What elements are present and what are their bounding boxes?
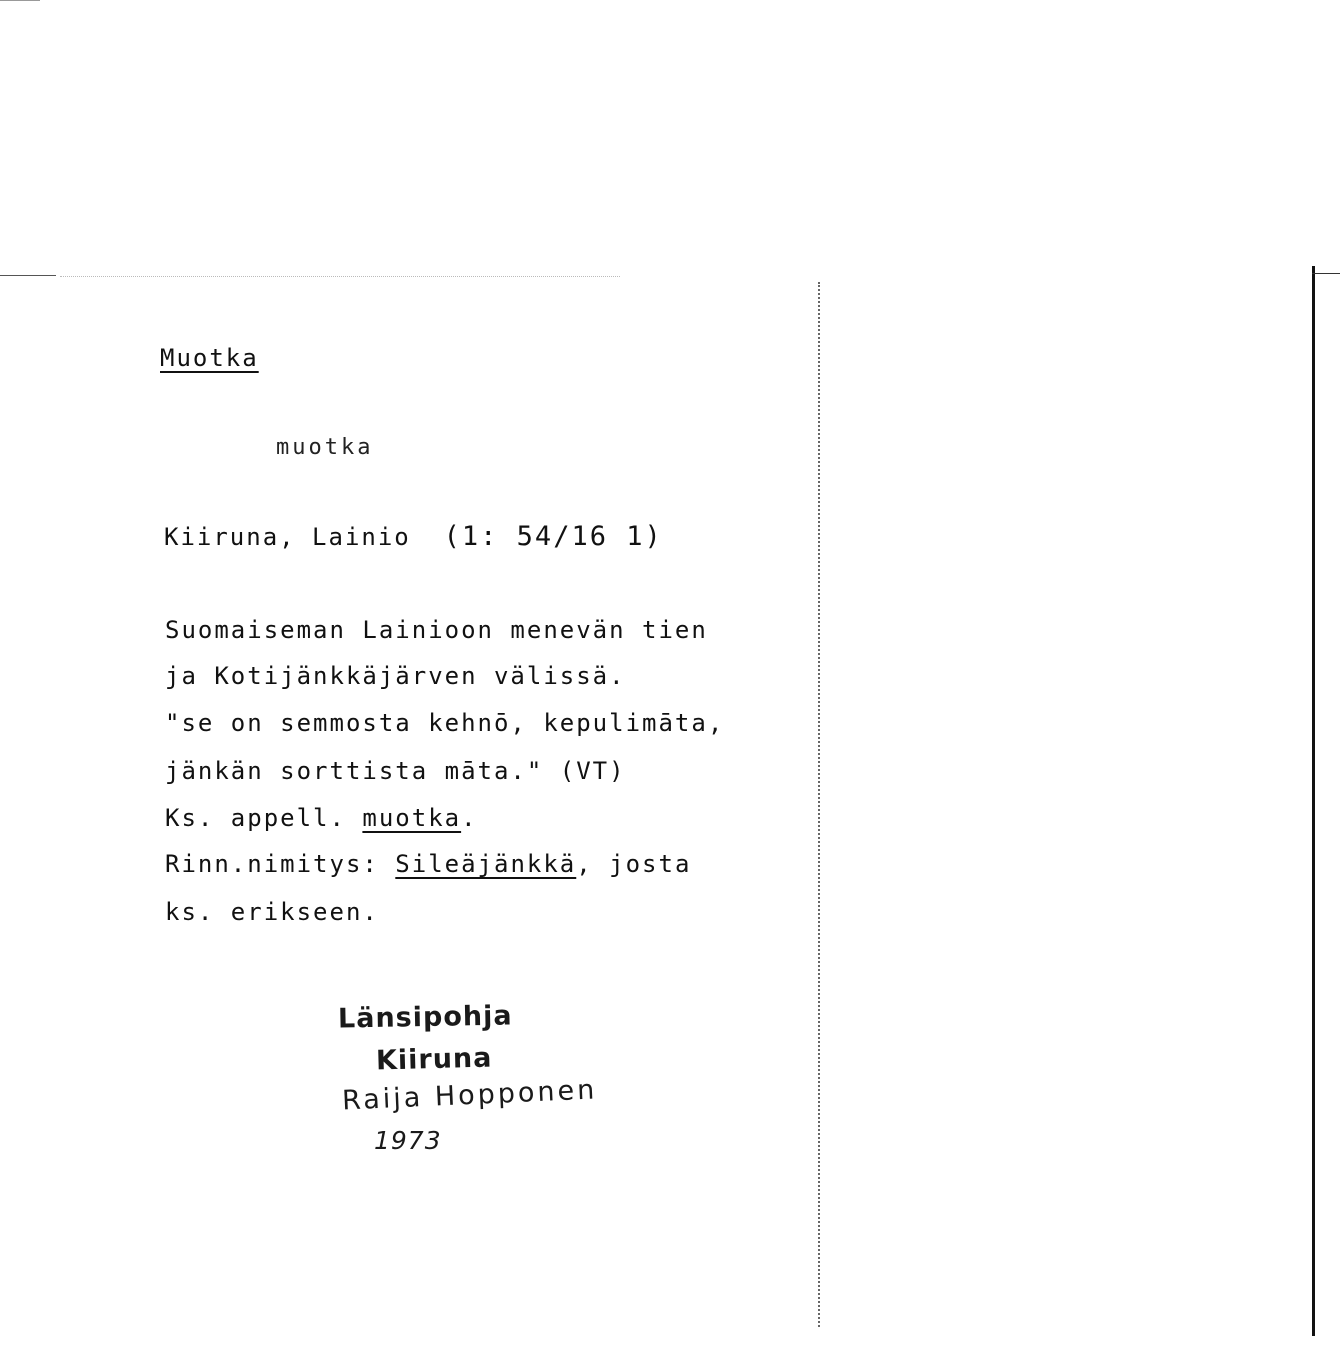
entry-heading: Muotka xyxy=(160,344,259,372)
stamp-place: Kiiruna xyxy=(375,1042,493,1077)
card-right-edge xyxy=(1312,266,1315,1336)
source-reference: (1: 54/16 1) xyxy=(443,521,663,552)
description-line-1: Suomaiseman Lainioon menevän tien xyxy=(165,616,708,644)
see-also-line xyxy=(165,803,478,833)
parallel-name-suffix: , josta xyxy=(576,850,692,878)
stamp-region: Länsipohja xyxy=(337,1000,513,1035)
source-place: Kiiruna, Lainio xyxy=(164,523,411,551)
word-form: muotka xyxy=(276,435,374,460)
parallel-name-prefix: Rinn.nimitys: xyxy=(165,850,396,878)
see-also-suffix: . xyxy=(461,804,478,832)
card-top-dotted-edge xyxy=(60,276,620,277)
description-line-4: jänkän sorttista māta." (VT) xyxy=(165,757,626,785)
card-right-edge-tick xyxy=(1312,273,1340,274)
parallel-name-line xyxy=(165,849,691,879)
see-also-prefix: Ks. appell. xyxy=(165,804,363,832)
see-separately-line: ks. erikseen. xyxy=(165,898,379,926)
stamp-year: 1973 xyxy=(374,1126,442,1155)
parallel-name-term: Sileäjänkkä xyxy=(395,850,577,878)
card-fold-line xyxy=(818,282,820,1327)
description-line-3: "se on semmosta kehnō, kepulimāta, xyxy=(165,709,725,737)
description-line-2: ja Kotijänkkäjärven välissä. xyxy=(165,662,626,690)
see-also-term: muotka xyxy=(362,804,462,832)
corner-mark xyxy=(0,0,40,1)
stamp-collector: Raija Hopponen xyxy=(341,1074,598,1117)
source-line xyxy=(164,522,663,552)
card-top-edge xyxy=(0,275,56,276)
